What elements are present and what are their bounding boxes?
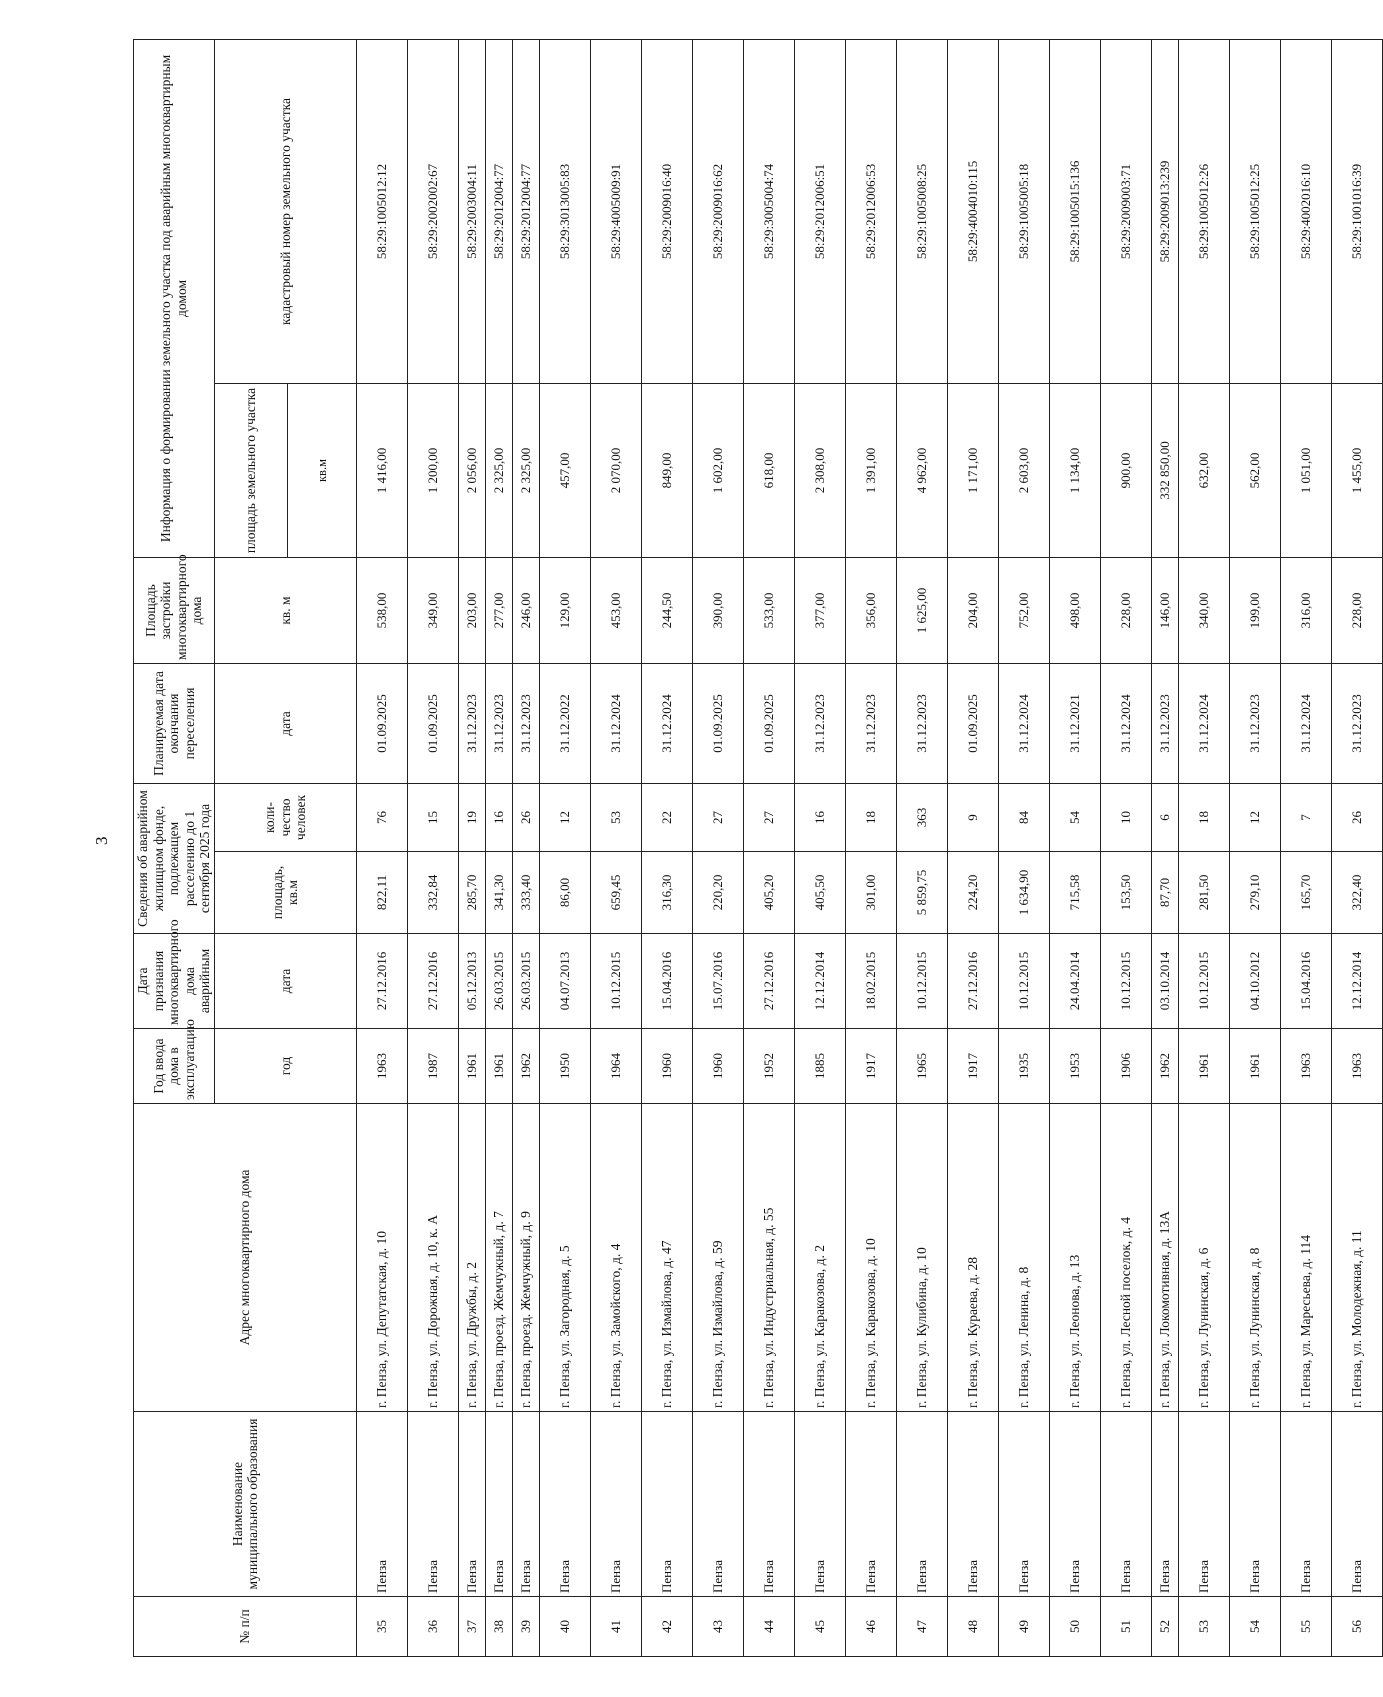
cell-address: г. Пенза, ул. Загородная, д. 5 [540, 1104, 591, 1412]
cell-date-emergency: 26.03.2015 [486, 934, 513, 1029]
cell-land-area: 1 455,00 [1332, 384, 1383, 558]
cell-cadastral: 58:29:2009016:40 [642, 39, 693, 383]
unit-land-area: кв.м [288, 384, 357, 558]
table-row [1179, 39, 1230, 1656]
unit-building-area: кв. м [214, 558, 357, 664]
cell-municipality: Пенза [948, 1412, 999, 1597]
cell-land-area: 4 962,00 [897, 384, 948, 558]
cell-municipality: Пенза [897, 1412, 948, 1597]
cell-municipality: Пенза [1050, 1412, 1101, 1597]
table-row [897, 39, 948, 1656]
cell-n: 45 [795, 1597, 846, 1657]
cell-people: 15 [408, 784, 459, 852]
cell-area: 86,00 [540, 852, 591, 934]
unit-people: коли-чество человек [214, 784, 357, 852]
cell-n: 36 [408, 1597, 459, 1657]
cell-resettlement-date: 01.09.2025 [357, 664, 408, 784]
cell-resettlement-date: 31.12.2023 [459, 664, 486, 784]
table-row [1332, 39, 1383, 1656]
cell-year: 1964 [591, 1029, 642, 1104]
cell-municipality: Пенза [744, 1412, 795, 1597]
cell-date-emergency: 10.12.2015 [1179, 934, 1230, 1029]
cell-cadastral: 58:29:1001016:39 [1332, 39, 1383, 383]
header-fund: Сведения об аварийном жилищном фонде, подлежащем расселению до 1 сентября 2025 года [134, 784, 215, 934]
cell-resettlement-date: 31.12.2024 [642, 664, 693, 784]
cell-address: г. Пенза, проезд. Жемчужный, д. 9 [513, 1104, 540, 1412]
cell-land-area: 2 308,00 [795, 384, 846, 558]
cell-land-area: 1 602,00 [693, 384, 744, 558]
cell-n: 50 [1050, 1597, 1101, 1657]
cell-building-area: 203,00 [459, 558, 486, 664]
table-row [846, 39, 897, 1656]
cell-year: 1965 [897, 1029, 948, 1104]
cell-n: 55 [1281, 1597, 1332, 1657]
cell-people: 22 [642, 784, 693, 852]
table-row [1230, 39, 1281, 1656]
cell-land-area: 2 070,00 [591, 384, 642, 558]
cell-building-area: 129,00 [540, 558, 591, 664]
cell-n: 38 [486, 1597, 513, 1657]
cell-n: 48 [948, 1597, 999, 1657]
cell-resettlement-date: 01.09.2025 [948, 664, 999, 784]
cell-building-area: 244,50 [642, 558, 693, 664]
cell-address: г. Пенза, ул. Лунинская, д. 8 [1230, 1104, 1281, 1412]
cell-area: 279,10 [1230, 852, 1281, 934]
cell-land-area: 457,00 [540, 384, 591, 558]
cell-people: 9 [948, 784, 999, 852]
cell-year: 1962 [1152, 1029, 1179, 1104]
cell-land-area: 849,00 [642, 384, 693, 558]
cell-address: г. Пенза, ул. Каракозова, д. 2 [795, 1104, 846, 1412]
cell-people: 18 [1179, 784, 1230, 852]
cell-resettlement-date: 31.12.2024 [1281, 664, 1332, 784]
cell-municipality: Пенза [1281, 1412, 1332, 1597]
cell-area: 659,45 [591, 852, 642, 934]
cell-building-area: 1 625,00 [897, 558, 948, 664]
cell-date-emergency: 27.12.2016 [357, 934, 408, 1029]
cell-resettlement-date: 31.12.2024 [999, 664, 1050, 784]
cell-address: г. Пенза, ул. Локомотивная, д. 13А [1152, 1104, 1179, 1412]
cell-cadastral: 58:29:1005012:12 [357, 39, 408, 383]
cell-cadastral: 58:29:2012004:77 [513, 39, 540, 383]
cell-address: г. Пенза, ул. Леонова, д. 13 [1050, 1104, 1101, 1412]
cell-building-area: 349,00 [408, 558, 459, 664]
cell-municipality: Пенза [846, 1412, 897, 1597]
cell-n: 43 [693, 1597, 744, 1657]
table-row [795, 39, 846, 1656]
cell-area: 316,30 [642, 852, 693, 934]
header-n: № п/п [134, 1597, 357, 1657]
cell-cadastral: 58:29:4005009:91 [591, 39, 642, 383]
cell-building-area: 390,00 [693, 558, 744, 664]
cell-building-area: 340,00 [1179, 558, 1230, 664]
cell-resettlement-date: 31.12.2024 [1101, 664, 1152, 784]
table-row [357, 39, 408, 1656]
table-row [999, 39, 1050, 1656]
cell-area: 220,20 [693, 852, 744, 934]
cell-resettlement-date: 31.12.2023 [795, 664, 846, 784]
cell-area: 285,70 [459, 852, 486, 934]
cell-people: 19 [459, 784, 486, 852]
cell-year: 1960 [693, 1029, 744, 1104]
cell-people: 16 [795, 784, 846, 852]
cell-cadastral: 58:29:1005005:18 [999, 39, 1050, 383]
cell-people: 6 [1152, 784, 1179, 852]
cell-address: г. Пенза, ул. Кулибина, д. 10 [897, 1104, 948, 1412]
cell-date-emergency: 24.04.2014 [1050, 934, 1101, 1029]
cell-people: 16 [486, 784, 513, 852]
cell-resettlement-date: 31.12.2021 [1050, 664, 1101, 784]
cell-area: 822,11 [357, 852, 408, 934]
cell-building-area: 246,00 [513, 558, 540, 664]
cell-building-area: 199,00 [1230, 558, 1281, 664]
cell-land-area: 2 325,00 [513, 384, 540, 558]
cell-n: 47 [897, 1597, 948, 1657]
cell-resettlement-date: 01.09.2025 [408, 664, 459, 784]
cell-n: 51 [1101, 1597, 1152, 1657]
cell-date-emergency: 10.12.2015 [999, 934, 1050, 1029]
cell-resettlement-date: 31.12.2023 [1152, 664, 1179, 784]
cell-land-area: 1 171,00 [948, 384, 999, 558]
cell-year: 1935 [999, 1029, 1050, 1104]
cell-building-area: 538,00 [357, 558, 408, 664]
cell-year: 1917 [846, 1029, 897, 1104]
cell-date-emergency: 15.07.2016 [693, 934, 744, 1029]
cell-municipality: Пенза [591, 1412, 642, 1597]
cell-address: г. Пенза, ул. Депутатская, д. 10 [357, 1104, 408, 1412]
cell-address: г. Пенза, ул. Каракозова, д. 10 [846, 1104, 897, 1412]
cell-building-area: 752,00 [999, 558, 1050, 664]
cell-cadastral: 58:29:2012006:53 [846, 39, 897, 383]
cell-year: 1963 [1281, 1029, 1332, 1104]
cell-land-area: 900,00 [1101, 384, 1152, 558]
cell-land-area: 1 391,00 [846, 384, 897, 558]
cell-area: 153,50 [1101, 852, 1152, 934]
table-row [693, 39, 744, 1656]
cell-n: 52 [1152, 1597, 1179, 1657]
cell-address: г. Пенза, ул. Лунинская, д. 6 [1179, 1104, 1230, 1412]
cell-address: г. Пенза, ул. Кураева, д. 28 [948, 1104, 999, 1412]
cell-address: г. Пенза, ул. Дорожная, д. 10, к. А [408, 1104, 459, 1412]
cell-people: 76 [357, 784, 408, 852]
cell-n: 37 [459, 1597, 486, 1657]
cell-municipality: Пенза [513, 1412, 540, 1597]
cell-year: 1917 [948, 1029, 999, 1104]
cell-people: 12 [540, 784, 591, 852]
cell-municipality: Пенза [795, 1412, 846, 1597]
cell-resettlement-date: 31.12.2022 [540, 664, 591, 784]
cell-people: 10 [1101, 784, 1152, 852]
table-row [948, 39, 999, 1656]
cell-people: 84 [999, 784, 1050, 852]
cell-area: 715,58 [1050, 852, 1101, 934]
cell-year: 1963 [357, 1029, 408, 1104]
cell-municipality: Пенза [1230, 1412, 1281, 1597]
cell-people: 27 [744, 784, 795, 852]
cell-building-area: 277,00 [486, 558, 513, 664]
cell-municipality: Пенза [642, 1412, 693, 1597]
cell-cadastral: 58:29:4002016:10 [1281, 39, 1332, 383]
cell-building-area: 204,00 [948, 558, 999, 664]
cell-cadastral: 58:29:1005015:136 [1050, 39, 1101, 383]
cell-n: 41 [591, 1597, 642, 1657]
cell-resettlement-date: 31.12.2023 [897, 664, 948, 784]
cell-building-area: 498,00 [1050, 558, 1101, 664]
cell-people: 18 [846, 784, 897, 852]
cell-municipality: Пенза [540, 1412, 591, 1597]
page-number: 3 [92, 836, 111, 845]
cell-n: 53 [1179, 1597, 1230, 1657]
cell-land-area: 2 325,00 [486, 384, 513, 558]
cell-resettlement-date: 31.12.2024 [1179, 664, 1230, 784]
table-row [1281, 39, 1332, 1656]
cell-building-area: 228,00 [1332, 558, 1383, 664]
cell-year: 1906 [1101, 1029, 1152, 1104]
cell-n: 46 [846, 1597, 897, 1657]
cell-cadastral: 58:29:1005012:25 [1230, 39, 1281, 383]
cell-cadastral: 58:29:3013005:83 [540, 39, 591, 383]
cell-address: г. Пенза, ул. Дружбы, д. 2 [459, 1104, 486, 1412]
unit-year: год [214, 1029, 357, 1104]
cell-year: 1961 [486, 1029, 513, 1104]
cell-date-emergency: 04.10.2012 [1230, 934, 1281, 1029]
cell-area: 5 859,75 [897, 852, 948, 934]
cell-municipality: Пенза [1152, 1412, 1179, 1597]
cell-building-area: 377,00 [795, 558, 846, 664]
cell-people: 27 [693, 784, 744, 852]
cell-municipality: Пенза [1101, 1412, 1152, 1597]
cell-year: 1961 [459, 1029, 486, 1104]
cell-municipality: Пенза [408, 1412, 459, 1597]
cell-area: 1 634,90 [999, 852, 1050, 934]
cell-address: г. Пенза, ул. Ленина, д. 8 [999, 1104, 1050, 1412]
cell-people: 7 [1281, 784, 1332, 852]
cell-address: г. Пенза, ул. Измайлова, д. 47 [642, 1104, 693, 1412]
cell-year: 1885 [795, 1029, 846, 1104]
cell-building-area: 316,00 [1281, 558, 1332, 664]
cell-area: 322,40 [1332, 852, 1383, 934]
cell-address: г. Пенза, проезд. Жемчужный, д. 7 [486, 1104, 513, 1412]
unit-resettlement-date: дата [214, 664, 357, 784]
cell-municipality: Пенза [1332, 1412, 1383, 1597]
cell-address: г. Пенза, ул. Измайлова, д. 59 [693, 1104, 744, 1412]
cell-date-emergency: 18.02.2015 [846, 934, 897, 1029]
cell-area: 301,00 [846, 852, 897, 934]
cell-municipality: Пенза [459, 1412, 486, 1597]
cell-cadastral: 58:29:4004010:115 [948, 39, 999, 383]
cell-cadastral: 58:29:1005008:25 [897, 39, 948, 383]
cell-area: 332,84 [408, 852, 459, 934]
cell-land-area: 1 416,00 [357, 384, 408, 558]
cell-resettlement-date: 01.09.2025 [744, 664, 795, 784]
cell-resettlement-date: 31.12.2024 [591, 664, 642, 784]
cell-area: 224,20 [948, 852, 999, 934]
cell-year: 1961 [1230, 1029, 1281, 1104]
cell-land-area: 562,00 [1230, 384, 1281, 558]
cell-cadastral: 58:29:2003004:11 [459, 39, 486, 383]
cell-date-emergency: 04.07.2013 [540, 934, 591, 1029]
cell-land-area: 332 850,00 [1152, 384, 1179, 558]
cell-municipality: Пенза [693, 1412, 744, 1597]
cell-address: г. Пенза, ул. Молодежная, д. 11 [1332, 1104, 1383, 1412]
cell-n: 54 [1230, 1597, 1281, 1657]
cell-date-emergency: 15.04.2016 [642, 934, 693, 1029]
cell-people: 363 [897, 784, 948, 852]
cell-n: 40 [540, 1597, 591, 1657]
cell-people: 26 [1332, 784, 1383, 852]
cell-resettlement-date: 31.12.2023 [513, 664, 540, 784]
cell-year: 1960 [642, 1029, 693, 1104]
cell-n: 49 [999, 1597, 1050, 1657]
header-resettlement-date: Планируемая дата окончания переселения [134, 664, 215, 784]
table-row [486, 39, 513, 1656]
cell-year: 1952 [744, 1029, 795, 1104]
header-address: Адрес многоквартирного дома [134, 1104, 357, 1412]
emergency-housing-table [133, 39, 1383, 1657]
cell-year: 1963 [1332, 1029, 1383, 1104]
cell-date-emergency: 15.04.2016 [1281, 934, 1332, 1029]
cell-area: 281,50 [1179, 852, 1230, 934]
cell-building-area: 453,00 [591, 558, 642, 664]
cell-n: 44 [744, 1597, 795, 1657]
cell-area: 87,70 [1152, 852, 1179, 934]
cell-n: 35 [357, 1597, 408, 1657]
cell-cadastral: 58:29:3005004:74 [744, 39, 795, 383]
table-row [540, 39, 591, 1656]
cell-year: 1950 [540, 1029, 591, 1104]
rotated-table-container [133, 40, 1365, 1657]
header-land-info: Информация о формировании земельного участка под аварийным многоквартирным домом [134, 39, 215, 557]
cell-cadastral: 58:29:2012004:77 [486, 39, 513, 383]
cell-municipality: Пенза [999, 1412, 1050, 1597]
cell-date-emergency: 12.12.2014 [1332, 934, 1383, 1029]
cell-date-emergency: 27.12.2016 [408, 934, 459, 1029]
cell-n: 56 [1332, 1597, 1383, 1657]
cell-date-emergency: 03.10.2014 [1152, 934, 1179, 1029]
cell-cadastral: 58:29:2009003:71 [1101, 39, 1152, 383]
cell-cadastral: 58:29:2002002:67 [408, 39, 459, 383]
cell-area: 405,20 [744, 852, 795, 934]
cell-cadastral: 58:29:1005012:26 [1179, 39, 1230, 383]
cell-building-area: 356,00 [846, 558, 897, 664]
cell-address: г. Пенза, ул. Замойского, д. 4 [591, 1104, 642, 1412]
table-row [459, 39, 486, 1656]
cell-people: 53 [591, 784, 642, 852]
table-row [408, 39, 459, 1656]
table-row [642, 39, 693, 1656]
cell-land-area: 1 134,00 [1050, 384, 1101, 558]
cell-date-emergency: 27.12.2016 [948, 934, 999, 1029]
cell-n: 42 [642, 1597, 693, 1657]
cell-area: 333,40 [513, 852, 540, 934]
unit-date-emergency: дата [214, 934, 357, 1029]
cell-date-emergency: 26.03.2015 [513, 934, 540, 1029]
cell-land-area: 1 051,00 [1281, 384, 1332, 558]
header-date-emergency: Дата признания многоквартирного дома аварийным [134, 934, 215, 1029]
cell-date-emergency: 10.12.2015 [591, 934, 642, 1029]
table-row [744, 39, 795, 1656]
cell-people: 54 [1050, 784, 1101, 852]
cell-resettlement-date: 31.12.2023 [1230, 664, 1281, 784]
cell-municipality: Пенза [1179, 1412, 1230, 1597]
table-row [591, 39, 642, 1656]
cell-date-emergency: 12.12.2014 [795, 934, 846, 1029]
header-building-area: Площадь застройки многоквартирного дома [134, 558, 215, 664]
cell-year: 1953 [1050, 1029, 1101, 1104]
cell-land-area: 2 603,00 [999, 384, 1050, 558]
cell-address: г. Пенза, ул. Индустриальная, д. 55 [744, 1104, 795, 1412]
header-year-built: Год ввода дома в эксплуатацию [134, 1029, 215, 1104]
cell-area: 405,50 [795, 852, 846, 934]
cell-year: 1987 [408, 1029, 459, 1104]
cell-people: 12 [1230, 784, 1281, 852]
cell-n: 39 [513, 1597, 540, 1657]
cell-land-area: 2 056,00 [459, 384, 486, 558]
cell-date-emergency: 10.12.2015 [897, 934, 948, 1029]
cell-resettlement-date: 31.12.2023 [846, 664, 897, 784]
cell-land-area: 632,00 [1179, 384, 1230, 558]
header-cadastral: кадастровый номер земельного участка [214, 39, 357, 383]
cell-area: 165,70 [1281, 852, 1332, 934]
cell-date-emergency: 27.12.2016 [744, 934, 795, 1029]
table-row [1101, 39, 1152, 1656]
table-row [1152, 39, 1179, 1656]
cell-people: 26 [513, 784, 540, 852]
cell-land-area: 618,00 [744, 384, 795, 558]
cell-resettlement-date: 01.09.2025 [693, 664, 744, 784]
cell-municipality: Пенза [357, 1412, 408, 1597]
header-land-area: площадь земельного участка [214, 384, 288, 558]
cell-building-area: 228,00 [1101, 558, 1152, 664]
cell-address: г. Пенза, ул. Лесной поселок, д. 4 [1101, 1104, 1152, 1412]
cell-building-area: 533,00 [744, 558, 795, 664]
cell-date-emergency: 10.12.2015 [1101, 934, 1152, 1029]
cell-resettlement-date: 31.12.2023 [1332, 664, 1383, 784]
cell-area: 341,30 [486, 852, 513, 934]
cell-year: 1961 [1179, 1029, 1230, 1104]
cell-municipality: Пенза [486, 1412, 513, 1597]
cell-building-area: 146,00 [1152, 558, 1179, 664]
cell-cadastral: 58:29:2012006:51 [795, 39, 846, 383]
cell-year: 1962 [513, 1029, 540, 1104]
cell-address: г. Пенза, ул. Маресьева, д. 114 [1281, 1104, 1332, 1412]
cell-date-emergency: 05.12.2013 [459, 934, 486, 1029]
table-row [513, 39, 540, 1656]
unit-area: площадь, кв.м [214, 852, 357, 934]
cell-cadastral: 58:29:2009016:62 [693, 39, 744, 383]
header-municipality: Наименование муниципального образования [134, 1412, 357, 1597]
table-body [357, 39, 1383, 1656]
cell-land-area: 1 200,00 [408, 384, 459, 558]
table-row [1050, 39, 1101, 1656]
cell-cadastral: 58:29:2009013:239 [1152, 39, 1179, 383]
cell-resettlement-date: 31.12.2023 [486, 664, 513, 784]
